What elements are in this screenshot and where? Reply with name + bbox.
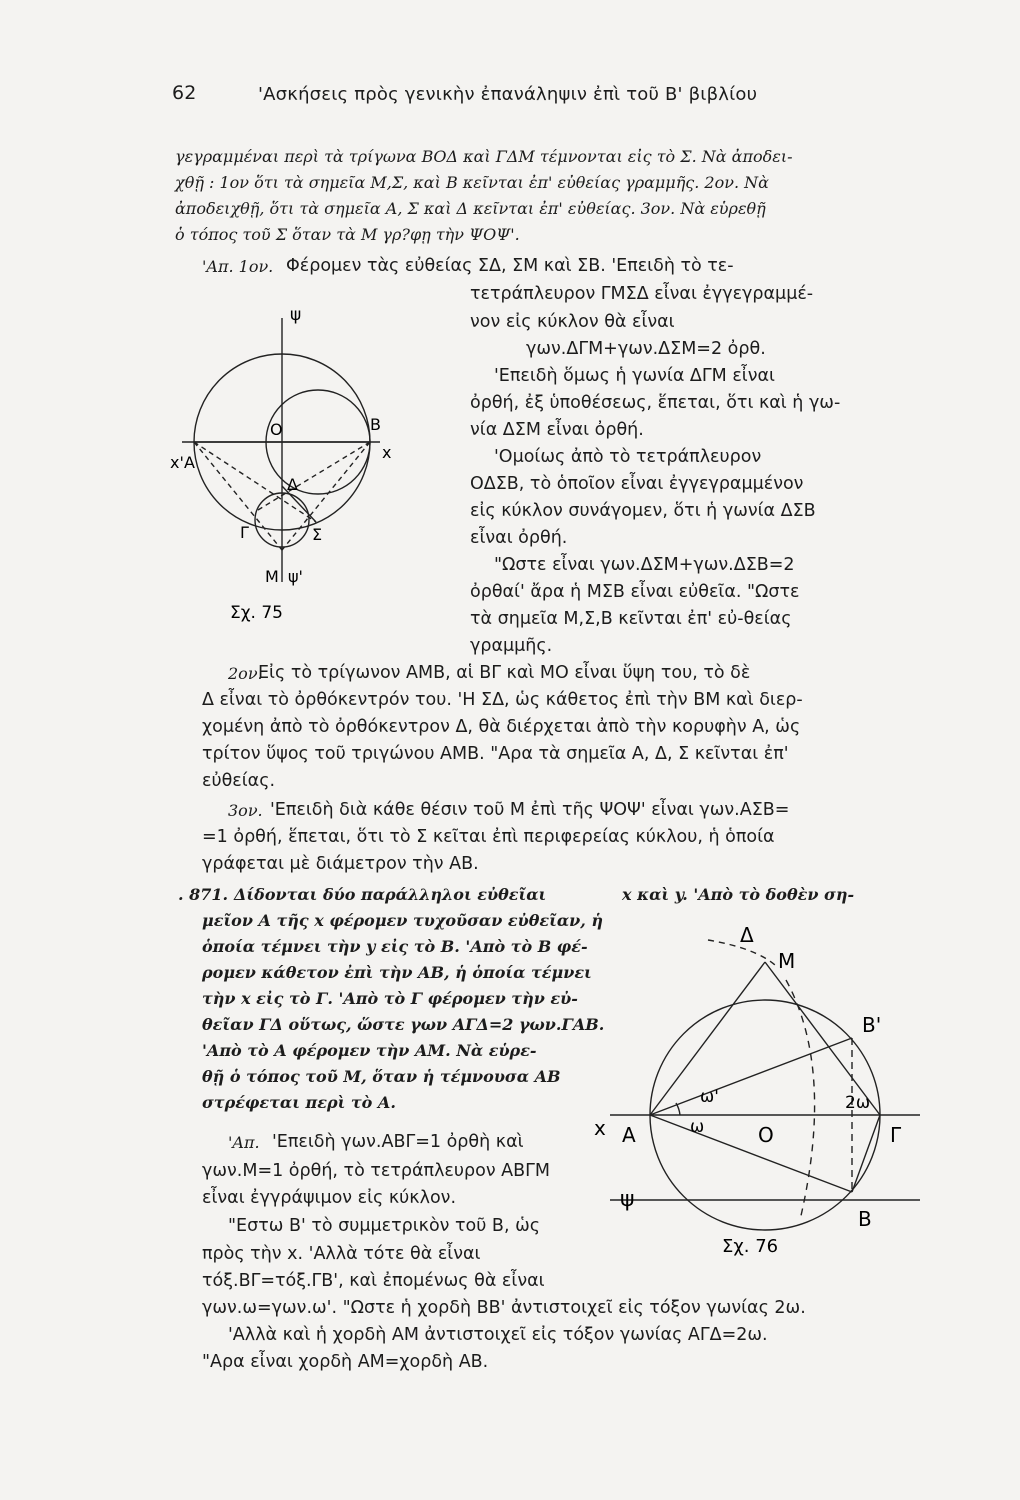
answer1-line: "Ωστε εἶναι γων.ΔΣΜ+γων.ΔΣΒ=2 [494, 555, 795, 575]
ex871-answer-lead: 'Απ. [228, 1133, 260, 1152]
answer1-line: γων.ΔΓΜ+γων.ΔΣΜ=2 ὀρθ. [526, 339, 766, 359]
fig75-label-m: M [265, 567, 279, 586]
fig75-label-psi: ψ [290, 305, 302, 325]
fig76-label-two-omega: 2ω [845, 1093, 871, 1113]
fig76-caption: Σχ. 76 [722, 1236, 779, 1257]
fig76-label-psi: ψ [620, 1187, 635, 1212]
answer2-line-1: Εἰς τὸ τρίγωνον ΑΜΒ, αἱ ΒΓ καὶ ΜΟ εἶναι ὕψη του, τὸ δὲ [258, 663, 751, 683]
fig75-label-psi-prime: ψ' [288, 567, 303, 586]
fig76-label-b-prime: B' [862, 1013, 882, 1037]
answer1-line: εἰς κύκλον συνάγομεν, ὅτι ἡ γωνία ΔΣΒ [470, 501, 816, 521]
intro-line-2: χθῇ : 1ον ὅτι τὰ σημεῖα Μ,Σ, καὶ Β κεῖνται ἐπ' εὐθείας γραμμῆς. 2ον. Νὰ [175, 173, 769, 192]
page-number: 62 [172, 82, 197, 104]
fig75-caption: Σχ. 75 [230, 603, 284, 623]
answer1-line: 'Επειδὴ ὅμως ἡ γωνία ΔΓΜ εἶναι [494, 366, 775, 386]
figure-75 [140, 290, 392, 623]
answer2-lead: 2ον. [228, 664, 263, 683]
answer1-line: ὀρθή, ἐξ ὑποθέσεως, ἕπεται, ὅτι καὶ ἡ γω- [470, 393, 841, 413]
figure-76 [590, 910, 930, 1270]
fig75-label-x-prime: x' [170, 453, 184, 472]
running-title: 'Ασκήσεις πρὸς γενικὴν ἐπανάληψιν ἐπὶ τοῦ Β' βιβλίου [258, 84, 758, 105]
ex871-answer-line: "Αρα εἶναι χορδὴ ΑΜ=χορδὴ ΑΒ. [202, 1352, 489, 1372]
answer3-line-3: γράφεται μὲ διάμετρον τὴν ΑΒ. [202, 854, 479, 874]
ex871-title: Δίδονται δύο παράλληλοι εὐθεῖαι [234, 885, 547, 904]
fig75-label-x: x [382, 443, 392, 462]
answer1-line: τετράπλευρον ΓΜΣΔ εἶναι ἐγγεγραμμέ- [470, 284, 814, 304]
fig76-label-o: O [758, 1123, 774, 1147]
ex871-line: μεῖον Α τῆς x φέρομεν τυχοῦσαν εὐθεῖαν, ἡ [202, 911, 604, 930]
fig76-label-omega: ω [690, 1117, 705, 1137]
ex871-answer-line: εἶναι ἐγγράψιμον εἰς κύκλον. [202, 1188, 457, 1208]
answer1-line: νία ΔΣΜ εἶναι ὀρθή. [470, 420, 644, 440]
answer1-line: τὰ σημεῖα Μ,Σ,Β κεῖνται ἐπ' εὐ-θείας [470, 609, 792, 629]
ex871-line: ὁποία τέμνει τὴν y εἰς τὸ Β. 'Απὸ τὸ Β φέ- [202, 937, 588, 956]
fig75-label-gamma: Γ [240, 523, 249, 542]
ex871-line: θῇ ὁ τόπος τοῦ Μ, ὅταν ἡ τέμνουσα ΑΒ [202, 1067, 561, 1086]
ex871-answer-line: 'Αλλὰ καὶ ἡ χορδὴ ΑΜ ἀντιστοιχεῖ εἰς τόξον γωνίας ΑΓΔ=2ω. [228, 1325, 768, 1345]
ex871-answer-line: "Εστω Β' τὸ συμμετρικὸν τοῦ Β, ὡς [228, 1216, 540, 1236]
ex871-line: θεῖαν ΓΔ οὕτως, ὥστε γων ΑΓΔ=2 γων.ΓΑΒ. [202, 1015, 605, 1034]
fig76-label-a: A [622, 1123, 636, 1147]
ex871-number: . 871. [178, 885, 229, 904]
fig76-label-omega-prime: ω' [700, 1087, 719, 1107]
ex871-line: 'Απὸ τὸ Α φέρομεν τὴν ΑΜ. Νὰ εὑρε- [202, 1041, 537, 1060]
answer2-line-3: χομένη ἀπὸ τὸ ὀρθόκεντρον Δ, θὰ διέρχεται ἀπὸ τὴν κορυφὴν Α, ὡς [202, 717, 801, 737]
ex871-answer-line: πρὸς τὴν x. 'Αλλὰ τότε θὰ εἶναι [202, 1244, 481, 1264]
ex871-line: τὴν x εἰς τὸ Γ. 'Απὸ τὸ Γ φέρομεν τὴν εὐ- [202, 989, 578, 1008]
fig75-label-delta: Δ [287, 475, 298, 494]
fig76-label-gamma: Γ [890, 1123, 902, 1147]
fig75-label-a: A [184, 453, 195, 472]
answer2-line-5: εὐθείας. [202, 771, 276, 791]
answer1-line: ὀρθαί' ἄρα ἡ ΜΣΒ εἶναι εὐθεῖα. "Ωστε [470, 582, 800, 602]
fig75-label-o: O [270, 420, 283, 439]
fig76-label-b: B [858, 1207, 872, 1231]
answer3-line-2: =1 ὀρθή, ἕπεται, ὅτι τὸ Σ κεῖται ἐπὶ περιφερείας κύκλου, ἡ ὁποία [202, 827, 775, 847]
answer3-lead: 3ον. [228, 801, 263, 820]
ex871-answer-line: τόξ.ΒΓ=τόξ.ΓΒ', καὶ ἐπομένως θὰ εἶναι [202, 1271, 545, 1291]
ex871-first-line-right: x καὶ y. 'Απὸ τὸ δοθὲν ση- [622, 885, 855, 904]
answer1-line: ΟΔΣΒ, τὸ ὁποῖον εἶναι ἐγγεγραμμένον [470, 474, 804, 494]
answer1-line: 'Ομοίως ἀπὸ τὸ τετράπλευρον [494, 447, 762, 467]
answer1-line: εἶναι ὀρθή. [470, 528, 568, 548]
intro-line-4: ὁ τόπος τοῦ Σ ὅταν τὰ Μ γρ?φῃ τὴν ΨΟΨ'. [175, 225, 520, 244]
fig75-label-sigma: Σ [312, 525, 323, 544]
fig76-label-m: M [778, 949, 796, 973]
fig75-label-b: B [370, 415, 381, 434]
ex871-line: ρομεν κάθετον ἐπὶ τὴν ΑΒ, ἡ ὁποία τέμνει [202, 963, 592, 982]
answer1-line: γραμμῆς. [470, 636, 553, 656]
answer2-line-4: τρίτον ὕψος τοῦ τριγώνου ΑΜΒ. "Αρα τὰ σημεῖα Α, Δ, Σ κεῖνται ἐπ' [202, 744, 789, 764]
ex871-line: στρέφεται περὶ τὸ Α. [202, 1093, 396, 1112]
answer1-lead: 'Απ. 1ον. [202, 257, 274, 276]
answer3-line-1: 'Επειδὴ διὰ κάθε θέσιν τοῦ Μ ἐπὶ τῆς ΨΟΨ' εἶναι γων.ΑΣΒ= [270, 800, 790, 820]
fig76-label-delta: Δ [740, 923, 754, 947]
intro-line-3: ἀποδειχθῇ, ὅτι τὰ σημεῖα Α, Σ καὶ Δ κεῖνται ἐπ' εὐθείας. 3ον. Νὰ εὑρεθῇ [175, 199, 766, 218]
ex871-answer-line: 'Επειδὴ γων.ΑΒΓ=1 ὀρθὴ καὶ [272, 1132, 524, 1152]
answer2-line-2: Δ εἶναι τὸ ὀρθόκεντρόν του. 'Η ΣΔ, ὡς κάθετος ἐπὶ τὴν ΒΜ καὶ διερ- [202, 690, 803, 710]
fig76-label-x: x [594, 1116, 606, 1140]
intro-line-1: γεγραμμέναι περὶ τὰ τρίγωνα ΒΟΔ καὶ ΓΔΜ τέμνονται εἰς τὸ Σ. Νὰ ἀποδει- [175, 147, 793, 166]
answer1-line: νον εἰς κύκλον θὰ εἶναι [470, 312, 675, 332]
ex871-answer-line: γων.ω=γων.ω'. "Ωστε ἡ χορδὴ ΒΒ' ἀντιστοιχεῖ εἰς τόξον γωνίας 2ω. [202, 1298, 806, 1318]
ex871-answer-line: γων.Μ=1 ὀρθή, τὸ τετράπλευρον ΑΒΓΜ [202, 1161, 550, 1181]
answer1-first-line: Φέρομεν τὰς εὐθείας ΣΔ, ΣΜ καὶ ΣΒ. 'Επειδὴ τὸ τε- [286, 256, 734, 276]
